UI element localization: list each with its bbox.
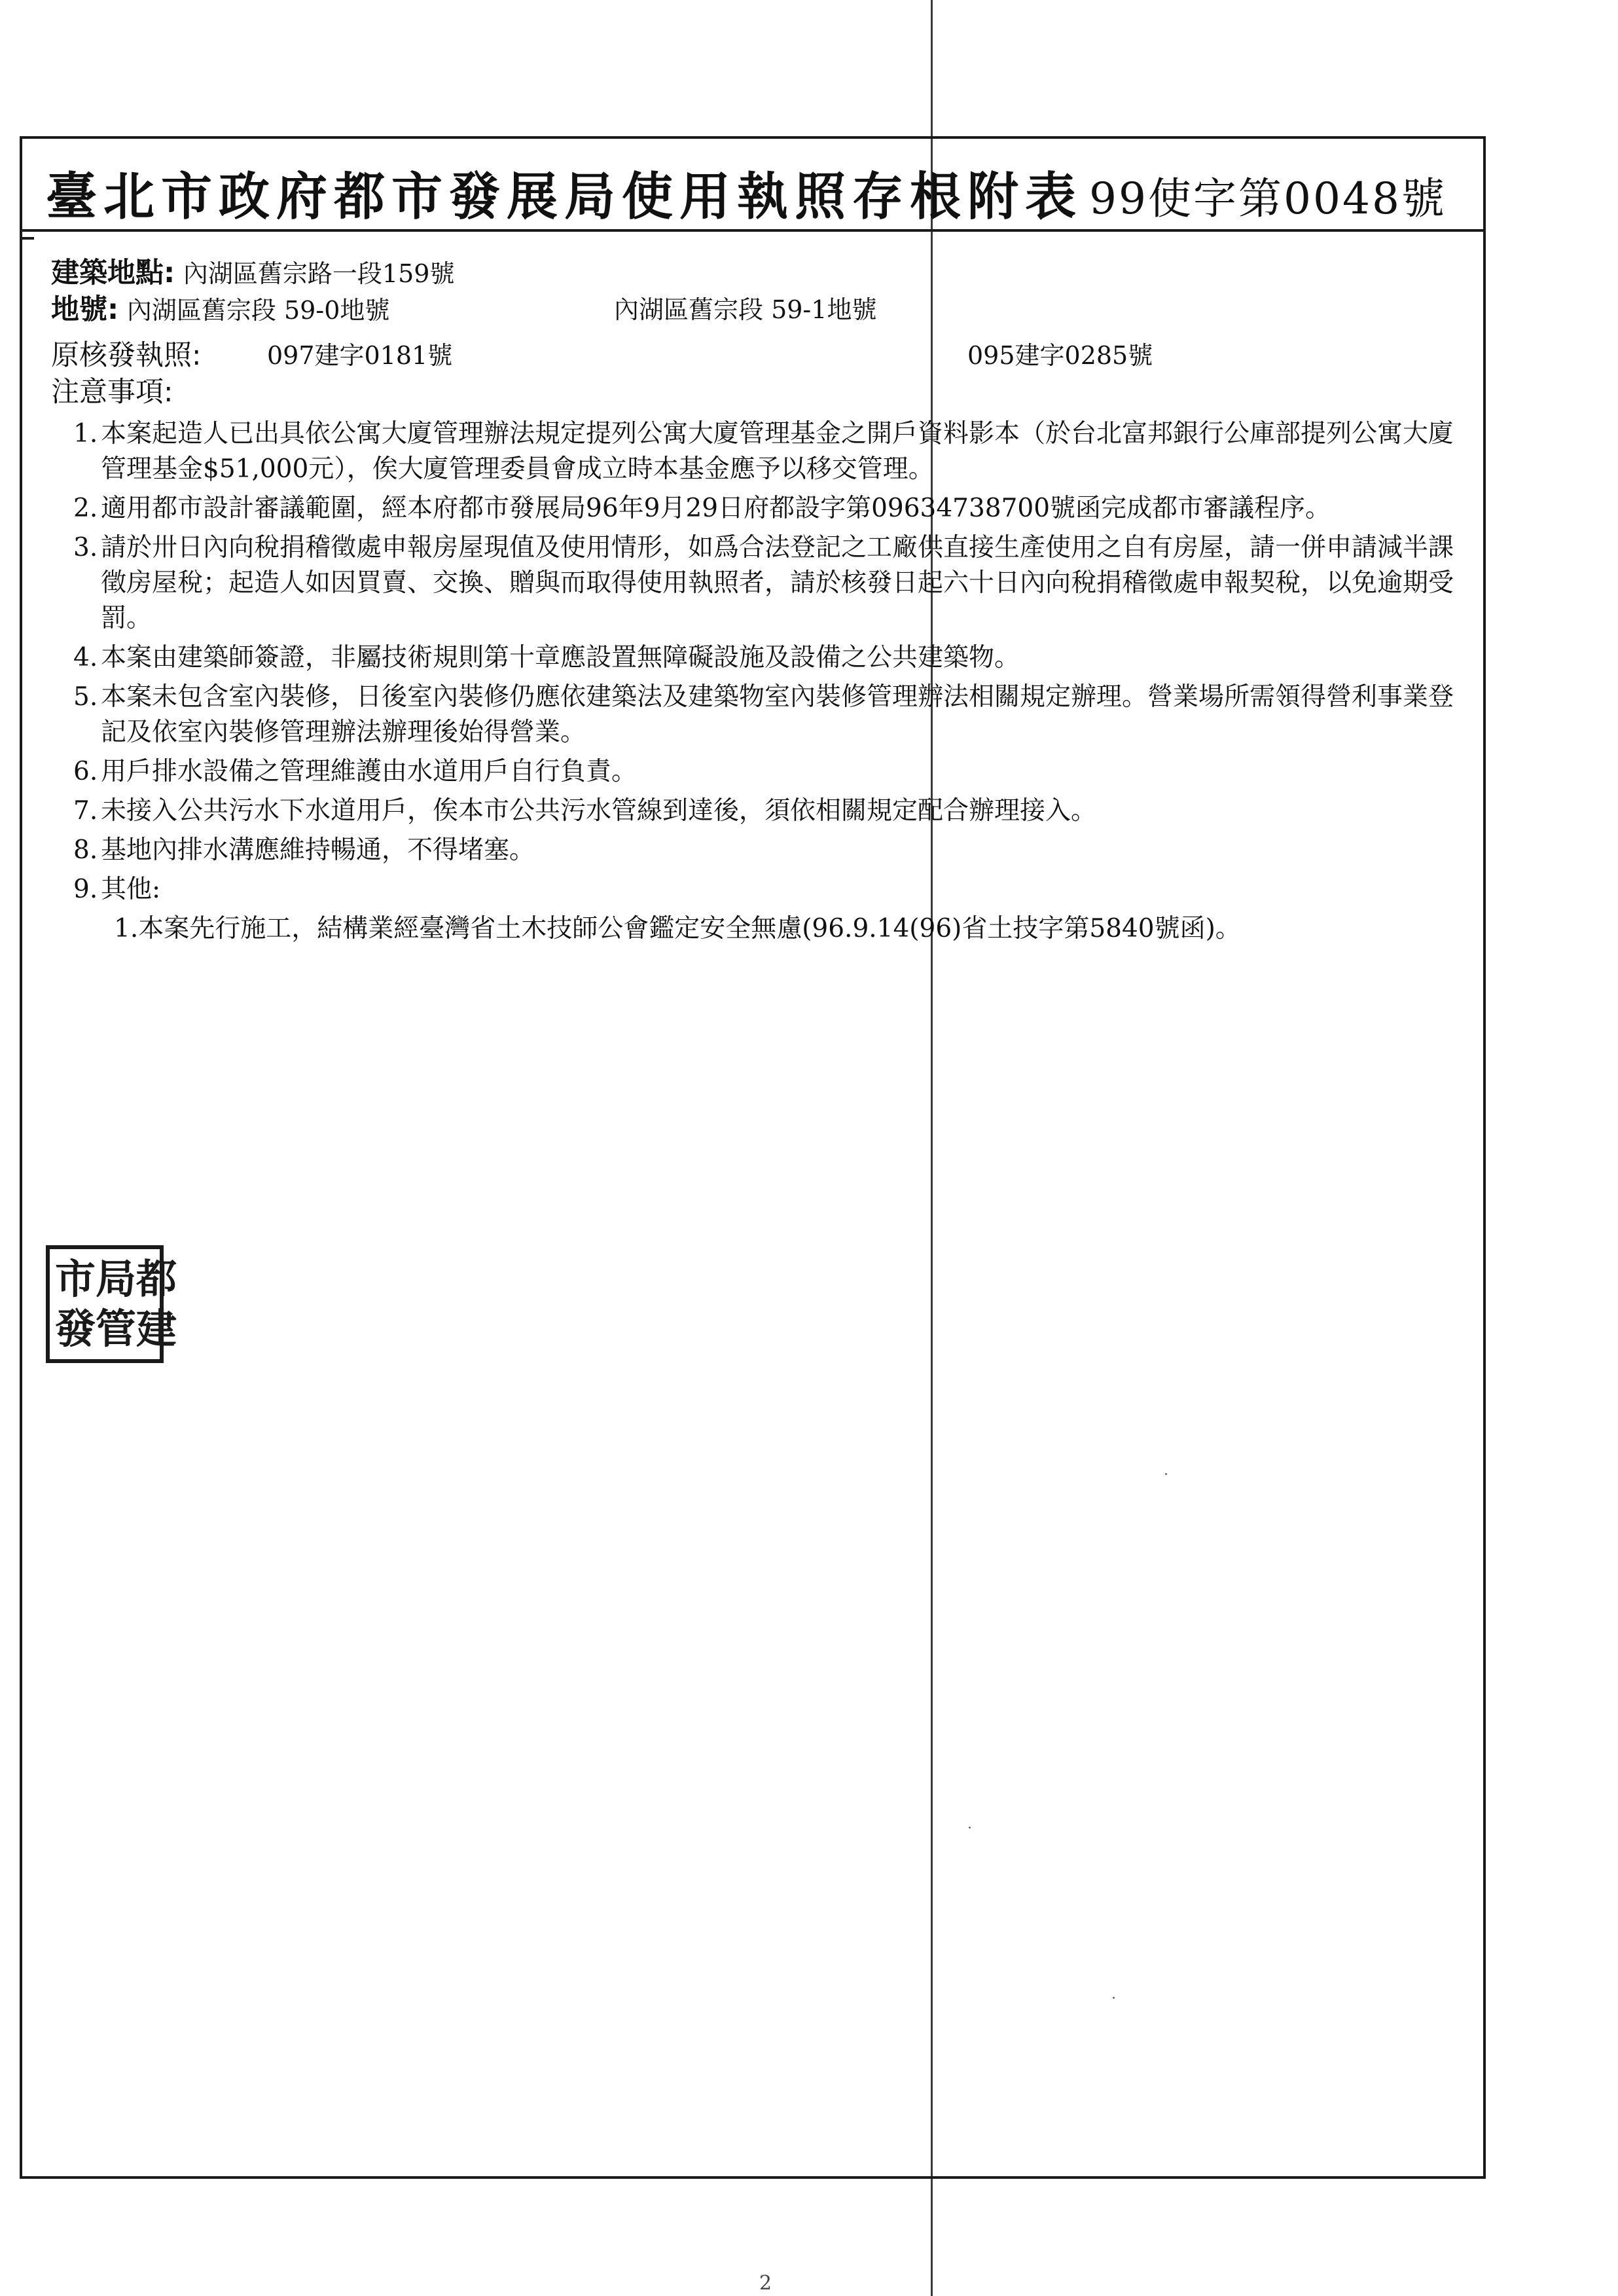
scan-speck xyxy=(969,1827,971,1829)
orig-permit-label: 原核發執照: xyxy=(51,339,202,372)
note-text: 本案起造人已出具依公寓大廈管理辦法規定提列公寓大廈管理基金之開戶資料影本（於台北富邦銀行公庫部提列公寓大廈管理基金$51,000元），俟大廈管理委員會成立時本基金應予以移交管理。 xyxy=(101,419,1454,484)
note-text: 未接入公共污水下水道用戶，俟本市公共污水管線到達後，須依相關規定配合辦理接入。 xyxy=(101,796,1097,826)
note-number: 1. xyxy=(73,419,98,448)
note-item xyxy=(51,793,1465,829)
note-number: 5. xyxy=(73,682,98,712)
notes-heading: 注意事項: xyxy=(51,376,173,409)
other-note: 1.本案先行施工，結構業經臺灣省土木技師公會鑑定安全無慮(96.9.14(96)省土技字第5840號函)。 xyxy=(114,914,1241,943)
notes-heading-row xyxy=(51,374,1465,411)
orig-permit-value-1: 097建字0181號 xyxy=(267,341,453,370)
seal-char: 管 xyxy=(96,1305,137,1353)
orig-permit-row xyxy=(51,338,1465,374)
note-item xyxy=(51,833,1465,868)
seal-char: 局 xyxy=(96,1255,137,1303)
site-row xyxy=(51,255,1465,292)
seal-char: 建 xyxy=(136,1305,177,1353)
note-item xyxy=(51,530,1465,636)
lot-value-1: 內湖區舊宗段 59-0地號 xyxy=(126,296,390,325)
document-header xyxy=(22,139,1483,232)
document-frame xyxy=(20,136,1486,2179)
lot-label: 地號: xyxy=(51,293,119,326)
note-text: 本案未包含室內裝修，日後室內裝修仍應依建築法及建築物室內裝修管理辦法相關規定辦理。營業場所需領得營利事業登記及依室內裝修管理辦法辦理後始得營業。 xyxy=(101,682,1454,747)
official-seal xyxy=(46,1245,177,1363)
note-item xyxy=(51,640,1465,676)
note-item xyxy=(51,680,1465,750)
document-body xyxy=(51,255,1465,947)
note-item xyxy=(51,754,1465,790)
scan-speck xyxy=(1165,1473,1167,1475)
seal-char: 發 xyxy=(55,1305,96,1353)
note-text: 其他: xyxy=(101,875,161,904)
seal-char: 都 xyxy=(136,1255,177,1303)
note-number: 8. xyxy=(73,835,98,865)
seal-char: 市 xyxy=(55,1255,96,1303)
orig-permit-value-2: 095建字0285號 xyxy=(967,341,1153,370)
lot-row xyxy=(51,292,1465,329)
document-title: 臺北市政府都市發展局使用執照存根附表 xyxy=(46,167,1083,227)
note-text: 用戶排水設備之管理維護由水道用戶自行負責。 xyxy=(101,757,638,786)
note-text: 基地內排水溝應維持暢通，不得堵塞。 xyxy=(101,835,535,865)
note-item xyxy=(51,416,1465,487)
note-item xyxy=(51,872,1465,907)
note-item xyxy=(51,491,1465,526)
scan-speck xyxy=(1113,1997,1115,1999)
note-number: 7. xyxy=(73,796,98,826)
note-number: 2. xyxy=(73,494,98,523)
note-text: 適用都市設計審議範圍，經本府都市發展局96年9月29日府都設字第09634738700號函完成都市審議程序。 xyxy=(101,494,1331,523)
permit-number: 99使字第0048號 xyxy=(1089,173,1447,224)
frame-tick-mark xyxy=(22,237,34,240)
note-text: 本案由建築師簽證，非屬技術規則第十章應設置無障礙設施及設備之公共建築物。 xyxy=(101,643,1020,672)
note-number: 4. xyxy=(73,643,98,672)
note-number: 3. xyxy=(73,533,98,562)
lot-value-2: 內湖區舊宗段 59-1地號 xyxy=(614,295,877,324)
page-number: 2 xyxy=(759,2272,772,2295)
site-label: 建築地點: xyxy=(51,257,175,289)
note-number: 9. xyxy=(73,875,98,904)
note-text: 請於卅日內向稅捐稽徵處申報房屋現值及使用情形，如爲合法登記之工廠供直接生產使用之自有房屋，請一併申請減半課徵房屋稅；起造人如因買賣、交換、贈與而取得使用執照者，請於核發日起六十日內向稅捐稽徵處申報契稅，以免逾期受罰。 xyxy=(101,533,1454,633)
notes-list xyxy=(51,416,1465,907)
note-number: 6. xyxy=(73,757,98,786)
site-value: 內湖區舊宗路一段159號 xyxy=(183,259,455,288)
